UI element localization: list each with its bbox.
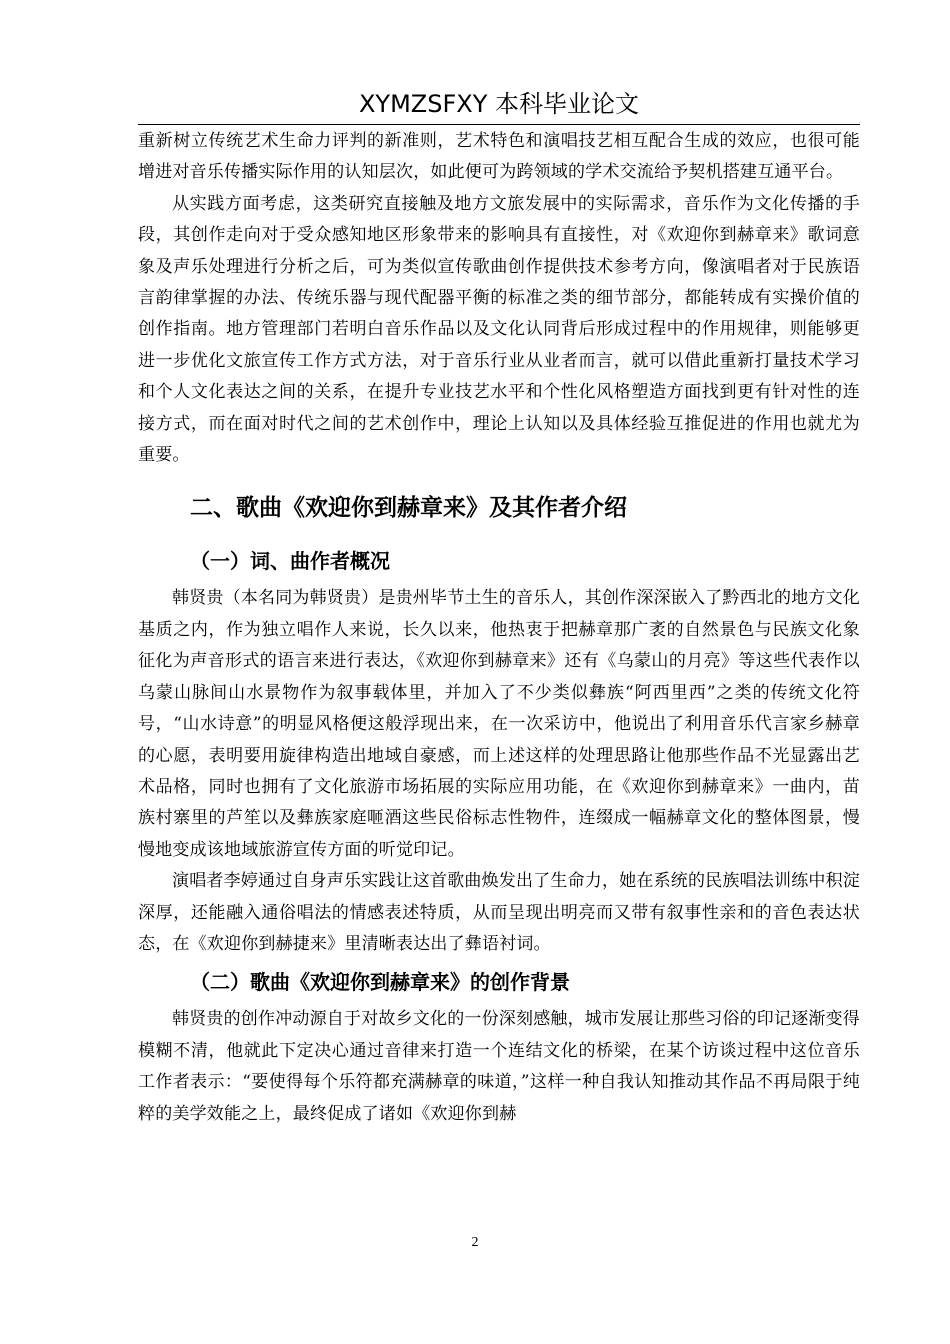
paragraph-creation-background: 韩贤贵的创作冲动源自于对故乡文化的一份深刻感触，城市发展让那些习俗的印记逐渐变得模糊不清，他就此下定决心通过音律来打造一个连结文化的桥梁，在某个访谈过程中这位音乐工作者表示：“要使得每个乐符都充满赫章的味道，”这样一种自我认知推动其作品不再局限于纯粹的美学效能之上，最终促成了诸如《欢迎你到赫 — [138, 1009, 860, 1124]
subsection-heading-authors: （一）词、曲作者概况 — [190, 549, 390, 574]
paragraph-continued: 重新树立传统艺术生命力评判的新准则，艺术特色和演唱技艺相互配合生成的效应，也很可能增进对音乐传播实际作用的认知层次，如此便可为跨领域的学术交流给予契机搭建互通平台。 — [138, 131, 860, 183]
running-header-title: XYMZSFXY 本科毕业论文 — [358, 90, 640, 118]
page-number: 2 — [471, 1235, 479, 1250]
paragraph-composer-intro: 韩贤贵（本名同为韩贤贵）是贵州毕节土生的音乐人，其创作深深嵌入了黔西北的地方文化基质之内，作为独立唱作人来说，长久以来，他热衷于把赫章那广袤的自然景色与民族文化象征化为声音形式的语言来进行表达，《欢迎你到赫章来》还有《乌蒙山的月亮》等这些代表作以乌蒙山脉间山水景物作为叙事载体里，并加入了不少类似彝族“阿西里西”之类的传统文化符号，“山水诗意”的明显风格便这般浮现出来，在一次采访中，他说出了利用音乐代言家乡赫章的心愿，表明要用旋律构造出地域自豪感，而上述这样的处理思路让他那些作品不光显露出艺术品格，同时也拥有了文化旅游市场拓展的实际应用功能，在《欢迎你到赫章来》一曲内，苗族村寨里的芦笙以及彝族家庭咂酒这些民俗标志性物件，连缀成一幅赫章文化的整体图景，慢慢地变成该地域旅游宣传方面的听觉印记。 — [138, 588, 860, 860]
paragraph-practical-significance: 从实践方面考虑，这类研究直接触及地方文旅发展中的实际需求，音乐作为文化传播的手段，其创作走向对于受众感知地区形象带来的影响具有直接性，对《欢迎你到赫章来》歌词意象及声乐处理进行分析之后，可为类似宣传歌曲创作提供技术参考方向，像演唱者对于民族语言韵律掌握的办法、传统乐器与现代配器平衡的标准之类的细节部分，都能转成有实操价值的创作指南。地方管理部门若明白音乐作品以及文化认同背后形成过程中的作用规律，则能够更进一步优化文旅宣传工作方式方法，对于音乐行业从业者而言，就可以借此重新打量技术学习和个人文化表达之间的关系，在提升专业技艺水平和个性化风格塑造方面找到更有针对性的连接方式，而在面对时代之间的艺术创作中，理论上认知以及具体经验互推促进的作用也就尤为重要。 — [138, 193, 860, 466]
page-body — [138, 126, 860, 1130]
paragraph-singer-intro: 演唱者李婷通过自身声乐实践让这首歌曲焕发出了生命力，她在系统的民族唱法训练中积淀深厚，还能融入通俗唱法的情感表述特质，从而呈现出明亮而又带有叙事性亲和的音色表达状态，在《欢迎你到赫捷来》里清晰表达出了彝语衬词。 — [138, 871, 860, 954]
section-heading: 二、歌曲《欢迎你到赫章来》及其作者介绍 — [190, 495, 627, 522]
header-divider — [138, 124, 860, 125]
subsection-heading-background: （二）歌曲《欢迎你到赫章来》的创作背景 — [190, 970, 570, 995]
